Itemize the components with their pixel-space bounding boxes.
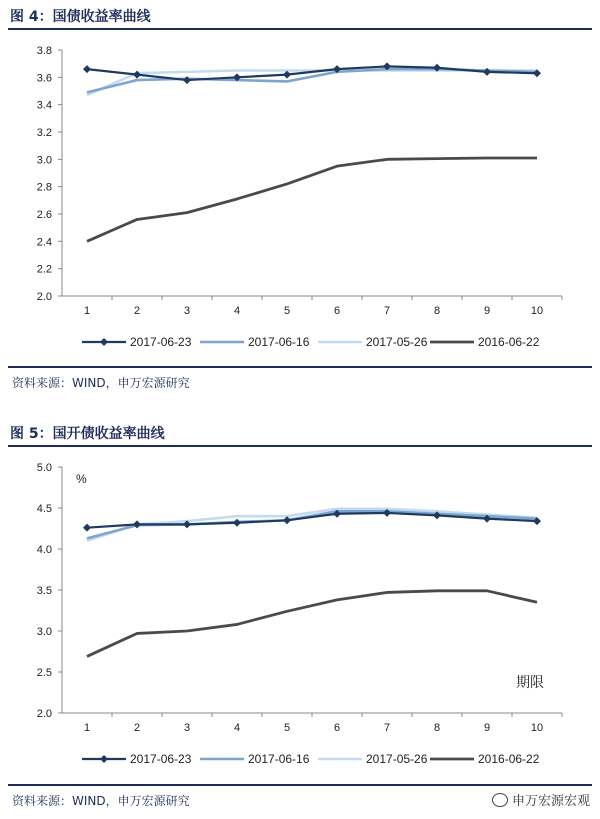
figure-5-title-rule	[8, 445, 592, 447]
x-tick-label: 5	[283, 305, 291, 317]
y-tick-label: 2.8	[36, 181, 52, 194]
y-tick-label: 3.6	[36, 72, 52, 85]
figure-5-title: 图 5：国开债收益率曲线	[10, 426, 165, 442]
x-tick-label: 7	[383, 305, 391, 317]
data-point	[483, 68, 491, 76]
series-line-2016-06-22	[87, 158, 537, 241]
legend-label: 2017-05-26	[366, 752, 428, 766]
data-point	[83, 524, 91, 532]
watermark-text: 申万宏源宏观	[511, 794, 590, 809]
data-point	[183, 76, 191, 84]
x-tick-label: 5	[283, 722, 291, 734]
legend-marker	[100, 755, 108, 763]
x-tick-label: 6	[333, 722, 341, 734]
data-point	[133, 71, 141, 79]
figure-5-bottom-rule	[8, 784, 592, 786]
x-tick-label: 2	[133, 305, 141, 317]
y-tick-label: 2.2	[36, 263, 52, 276]
y-tick-label: 3.5	[36, 585, 52, 597]
x-tick-label: 1	[83, 305, 91, 317]
y-tick-label: 3.2	[36, 127, 52, 139]
y-tick-label: 2.0	[36, 291, 52, 303]
x-tick-label: 3	[183, 722, 191, 734]
y-tick-label: 3.0	[36, 626, 52, 638]
x-tick-label: 8	[433, 305, 441, 317]
y-tick-label: 2.0	[36, 708, 52, 720]
legend-label: 2017-05-26	[366, 335, 428, 349]
x-tick-label: 9	[483, 722, 491, 734]
figure-4-chart	[0, 32, 600, 362]
data-point	[83, 65, 91, 73]
x-tick-label: 8	[433, 722, 441, 734]
x-tick-label: 4	[233, 722, 241, 734]
x-tick-label: 9	[483, 305, 491, 317]
y-tick-label: 2.5	[36, 667, 52, 679]
figure-4-title-rule	[8, 28, 592, 30]
y-tick-label: 2.6	[36, 209, 52, 221]
y-tick-label: 5.0	[36, 462, 52, 474]
legend-label: 2017-06-23	[130, 752, 192, 766]
legend-label: 2017-06-16	[248, 335, 310, 349]
y-tick-label: 4.0	[36, 544, 52, 556]
axis-annotation: 期限	[516, 674, 544, 690]
x-tick-label: 10	[530, 722, 544, 734]
x-tick-label: 7	[383, 722, 391, 734]
data-point	[233, 519, 241, 527]
x-tick-label: 3	[183, 305, 191, 317]
legend-label: 2016-06-22	[478, 335, 540, 349]
y-tick-label: 3.4	[36, 99, 52, 112]
x-tick-label: 4	[233, 305, 241, 317]
x-tick-label: 2	[133, 722, 141, 734]
y-tick-label: 2.4	[36, 236, 52, 249]
figure-5-source: 资料来源：WIND，申万宏源研究	[12, 794, 190, 808]
legend-label: 2017-06-16	[248, 752, 310, 766]
legend-label: 2016-06-22	[478, 752, 540, 766]
y-tick-label: 3.0	[36, 154, 52, 167]
figure-4-source: 资料来源：WIND，申万宏源研究	[12, 376, 190, 390]
y-tick-label: 4.5	[36, 503, 52, 515]
wechat-icon	[492, 793, 508, 807]
x-tick-label: 6	[333, 305, 341, 317]
figure-4-title: 图 4：国债收益率曲线	[10, 9, 151, 25]
figure-5-chart	[0, 449, 600, 779]
legend-label: 2017-06-23	[130, 335, 192, 349]
watermark	[492, 790, 590, 809]
series-line-2016-06-22	[87, 591, 537, 657]
series-line-2017-05-26	[87, 71, 537, 96]
unit-label: %	[76, 472, 87, 486]
figure-4-bottom-rule	[8, 366, 592, 368]
y-tick-label: 3.8	[36, 45, 52, 57]
x-tick-label: 1	[83, 722, 91, 734]
legend-marker	[100, 338, 108, 346]
x-tick-label: 10	[530, 305, 544, 317]
